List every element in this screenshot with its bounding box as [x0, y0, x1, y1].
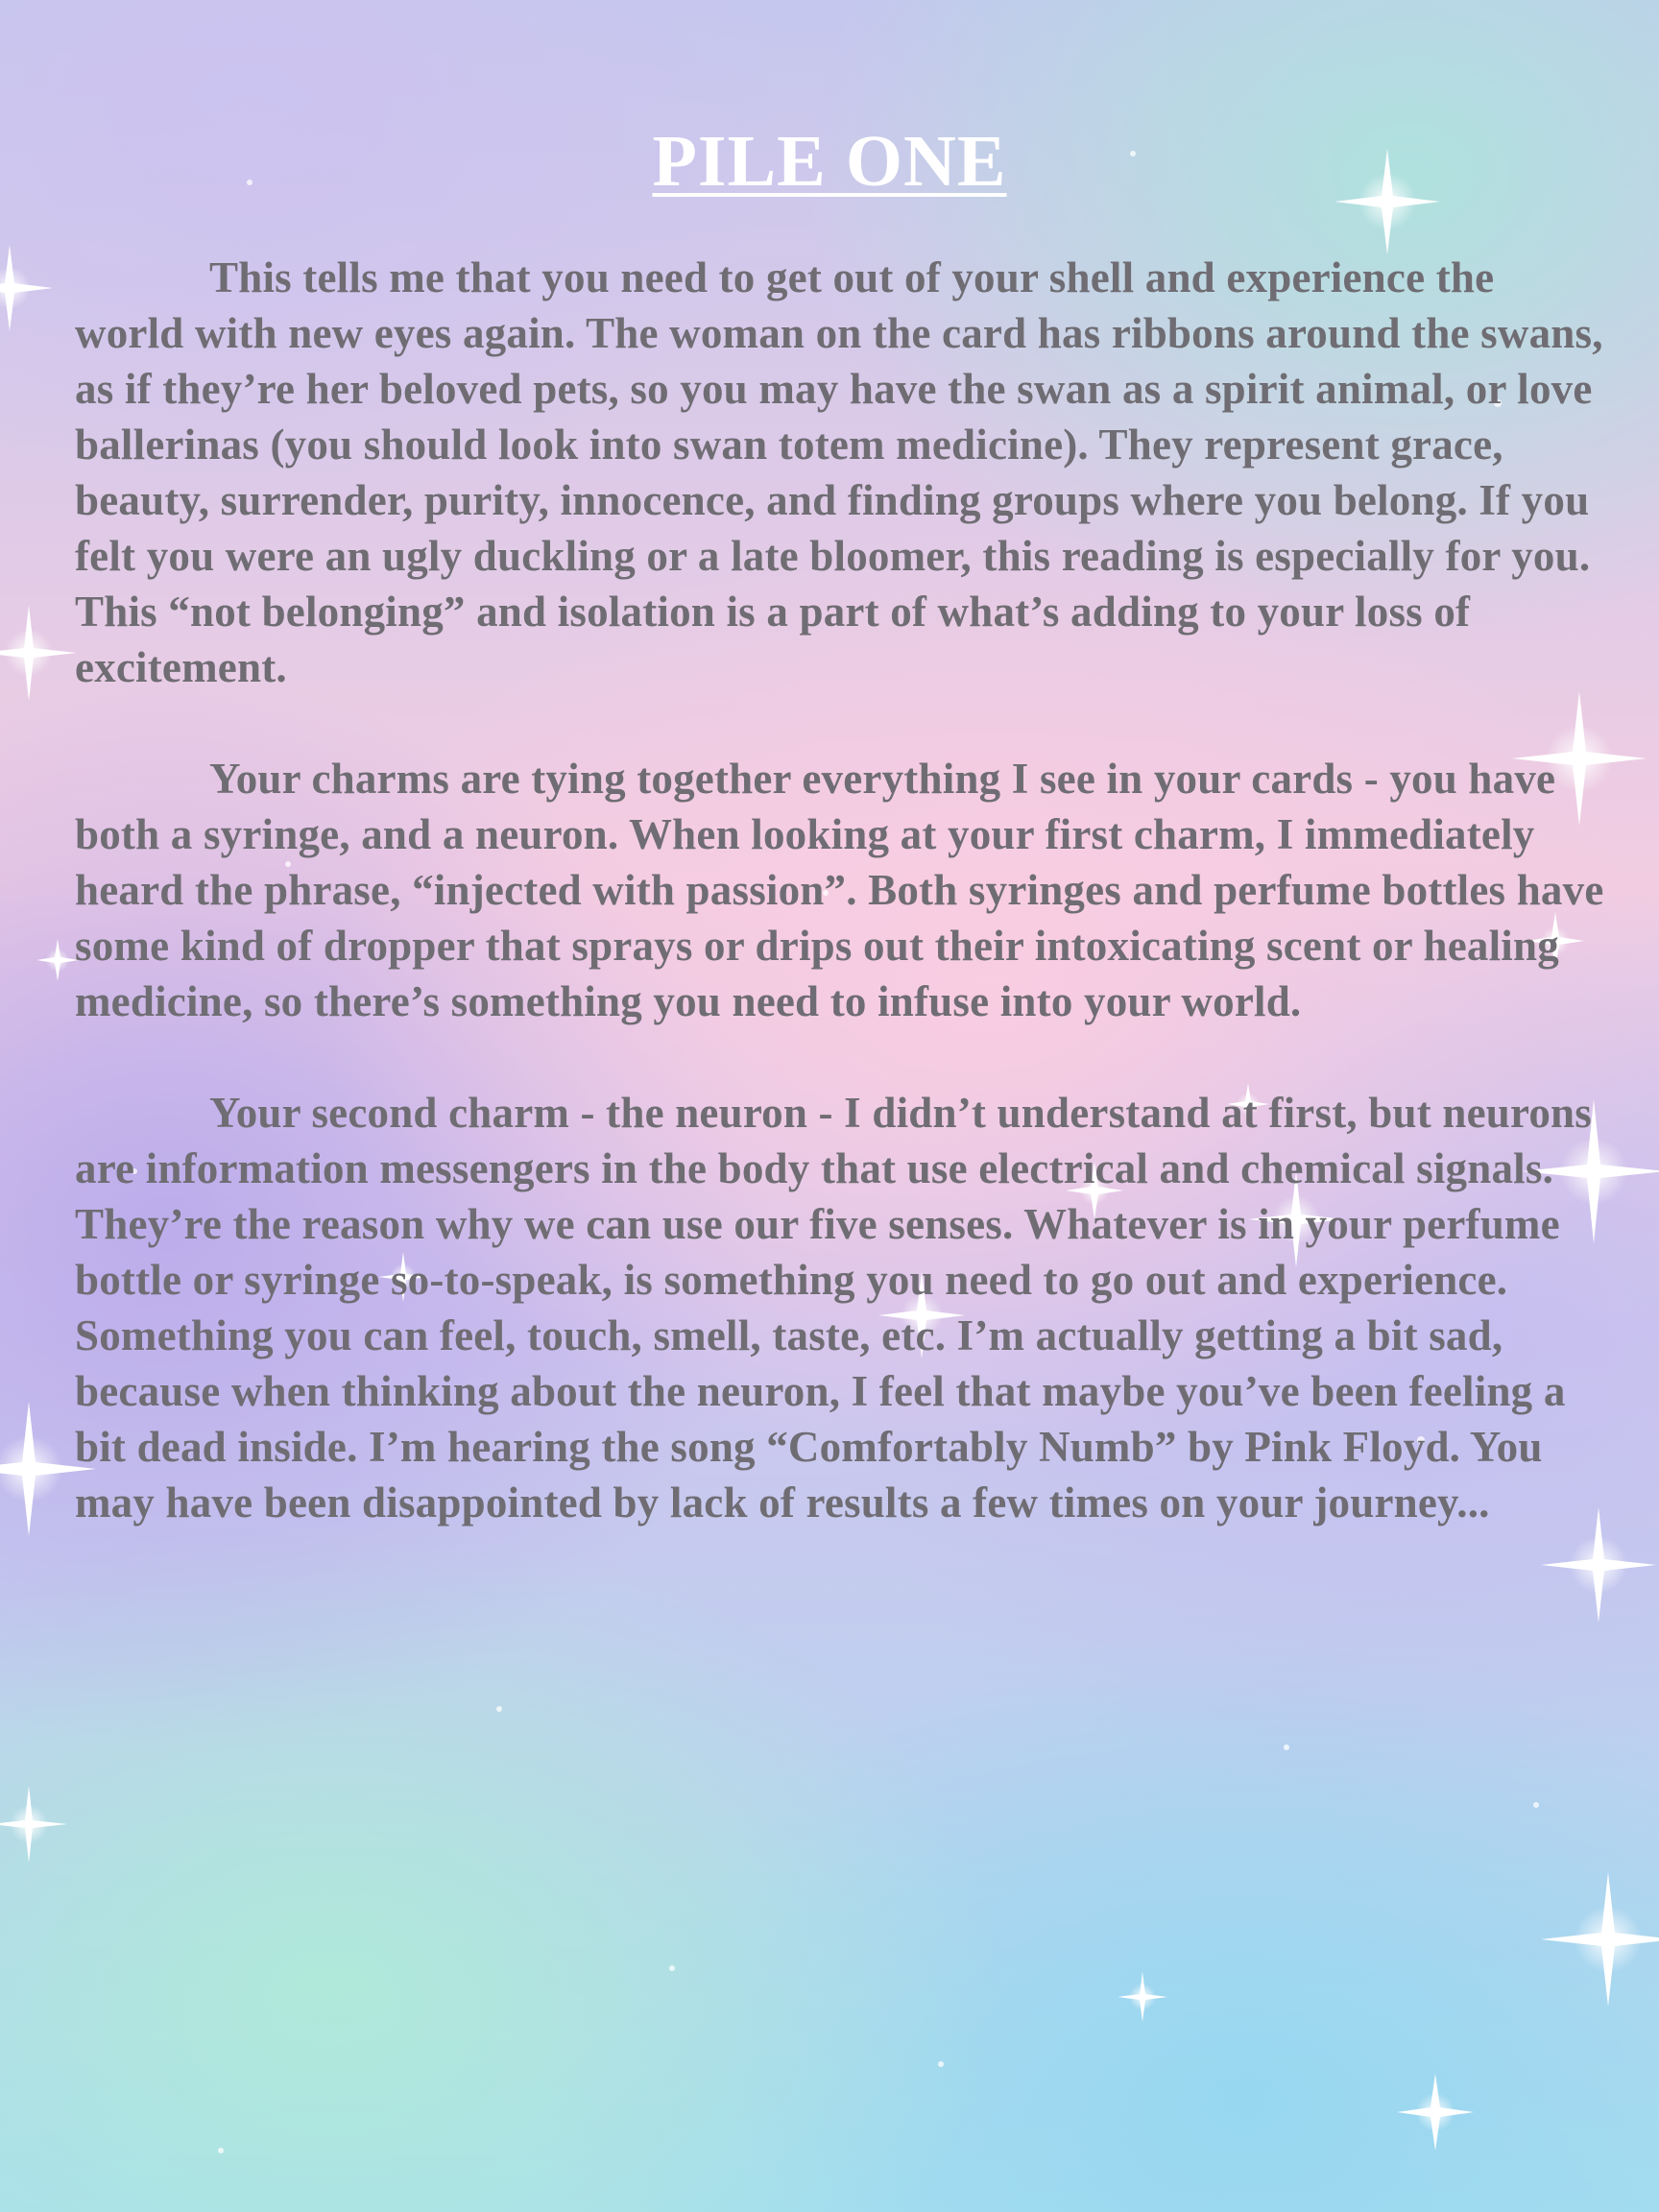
page-title: PILE ONE: [652, 121, 1007, 202]
sparkle-icon: [0, 1786, 67, 1863]
paragraph-two: Your charms are tying together everything I see in your cards - you have both a syringe, and a neuron. When looking at your first charm, I immediately heard the phrase, “injected with passion”. Both syringes and perfume bottles have some kind of dropper that sprays or drips out their intoxicating scent or healing medicine, so there’s something you need to infuse into your world.: [75, 755, 1604, 1025]
sparkle-icon: [36, 939, 79, 981]
sparkle-icon: [1118, 1972, 1167, 2022]
sparkle-icon: [0, 605, 77, 701]
sparkle-icon: [0, 245, 53, 331]
paragraph-three: Your second charm - the neuron - I didn’t understand at first, but neurons are information messengers in the body that use electrical and chemical signals. They’re the reason why we can use our five senses. Whatever is in your perfume bottle or syringe so-to-speak, is something you need to go out and experience. Something you can feel, touch, smell, taste, etc. I’m actually getting a bit sad, because when thinking about the neuron, I feel that maybe you’ve been feeling a bit dead inside. I’m hearing the song “Comfortably Numb” by Pink Floyd. You may have been disappointed by lack of results a few times on your journey...: [75, 1089, 1592, 1527]
sparkle-icon: [1541, 1872, 1659, 2007]
sparkle-icon: [1397, 2074, 1474, 2151]
paragraph-one: This tells me that you need to get out of your shell and experience the world with new eyes again. The woman on the card has ribbons around the swans, as if they’re her beloved pets, so you may have the swan as a spirit animal, or love ballerinas (you should look into swan totem medicine). They represent grace, beauty, surrender, purity, innocence, and finding groups where you belong. If you felt you were an ugly duckling or a late bloomer, this reading is especially for you. This “not belonging” and isolation is a part of what’s adding to your loss of excitement.: [75, 253, 1603, 691]
page-content: [75, 115, 1611, 1530]
